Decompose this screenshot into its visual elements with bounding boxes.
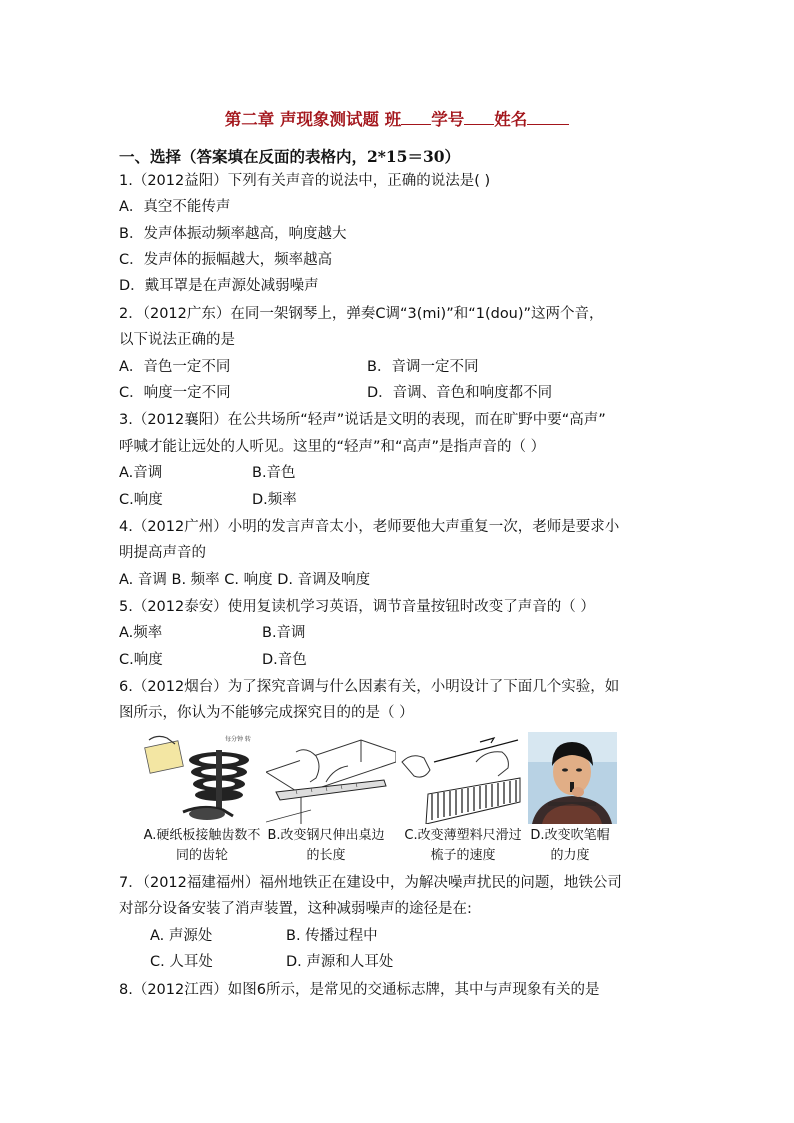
caption-a: A.硬纸板接触齿数不同的齿轮 [143, 828, 261, 863]
q5-option-b: B.音调 [262, 625, 306, 641]
q3-option-c: C.响度 [119, 492, 163, 508]
q1-option-c: C．发声体的振幅越大，频率越高 [119, 252, 333, 268]
q4-options: A. 音调 B. 频率 C. 响度 D. 音调及响度 [119, 572, 371, 588]
q2-option-c: C．响度一定不同 [119, 385, 231, 401]
id-label: 学号 [431, 110, 465, 129]
q7-stem-line1: 7．（2012福建福州）福州地铁正在建设中，为解决噪声扰民的问题，地铁公司 [119, 875, 622, 891]
q6-stem-line2: 图所示，你认为不能够完成探究目的的是（ ） [119, 705, 414, 721]
id-blank [464, 110, 494, 125]
name-label: 姓名 [494, 110, 528, 129]
q2-option-b: B．音调一定不同 [367, 359, 479, 375]
q1-option-a: A．真空不能传声 [119, 199, 231, 215]
q7-option-d: D. 声源和人耳处 [286, 954, 394, 970]
q3-option-a: A.音调 [119, 465, 163, 481]
q7-option-a: A. 声源处 [150, 928, 213, 944]
q7-option-b: B. 传播过程中 [286, 928, 378, 944]
q2-stem-line2: 以下说法正确的是 [119, 332, 235, 348]
figure-b-ruler [266, 732, 396, 824]
q3-stem-line1: 3.（2012襄阳）在公共场所“轻声”说话是文明的表现，而在旷野中要“高声” [119, 412, 606, 428]
q3-option-b: B.音色 [252, 465, 296, 481]
class-blank [401, 110, 431, 125]
q3-stem-line2: 呼喊才能让远处的人听见。这里的“轻声”和“高声”是指声音的（ ） [119, 439, 546, 455]
q2-option-a: A．音色一定不同 [119, 359, 231, 375]
class-label: 班 [384, 110, 402, 129]
q1-stem: 1.（2012益阳）下列有关声音的说法中，正确的说法是( ) [119, 173, 491, 189]
section-heading: 一、选择（答案填在反面的表格内，2*15＝30） [119, 147, 461, 166]
q5-option-d: D.音色 [262, 652, 307, 668]
q1-option-d: D．戴耳罩是在声源处减弱噪声 [119, 278, 319, 294]
caption-c: C.改变薄塑料尺滑过梳子的速度 [404, 828, 522, 863]
q6-stem-line1: 6.（2012烟台）为了探究音调与什么因素有关，小明设计了下面几个实验，如 [119, 679, 620, 695]
caption-b: B.改变钢尺伸出桌边的长度 [267, 828, 385, 863]
q5-stem: 5.（2012泰安）使用复读机学习英语，调节音量按钮时改变了声音的（ ） [119, 599, 595, 615]
name-blank [527, 110, 569, 125]
q7-option-c: C. 人耳处 [150, 954, 213, 970]
q1-option-b: B．发声体振动频率越高，响度越大 [119, 226, 347, 242]
q4-stem-line1: 4.（2012广州）小明的发言声音太小，老师要他大声重复一次，老师是要求小 [119, 519, 620, 535]
q7-stem-line2: 对部分设备安装了消声装置，这种减弱噪声的途径是在: [119, 901, 472, 917]
q5-option-c: C.响度 [119, 652, 163, 668]
figure-c-comb [396, 732, 524, 824]
q2-option-d: D．音调、音色和响度都不同 [367, 385, 553, 401]
caption-d: D.改变吹笔帽的力度 [530, 828, 610, 863]
q8-stem: 8.（2012江西）如图6所示，是常见的交通标志牌，其中与声现象有关的是 [119, 982, 600, 998]
q4-stem-line2: 明提高声音的 [119, 545, 206, 561]
page-title [0, 106, 794, 130]
figure-d-boy [528, 732, 617, 824]
title-text: 第二章 声现象测试题 [224, 110, 385, 129]
q2-stem-line1: 2．（2012广东）在同一架钢琴上，弹奏C调“3(mi)”和“1(dou)”这两个音， [119, 306, 604, 322]
q3-option-d: D.频率 [252, 492, 297, 508]
figure-a-gear [143, 732, 261, 824]
q5-option-a: A.频率 [119, 625, 163, 641]
gear-label: 每分钟 转 [225, 736, 251, 743]
